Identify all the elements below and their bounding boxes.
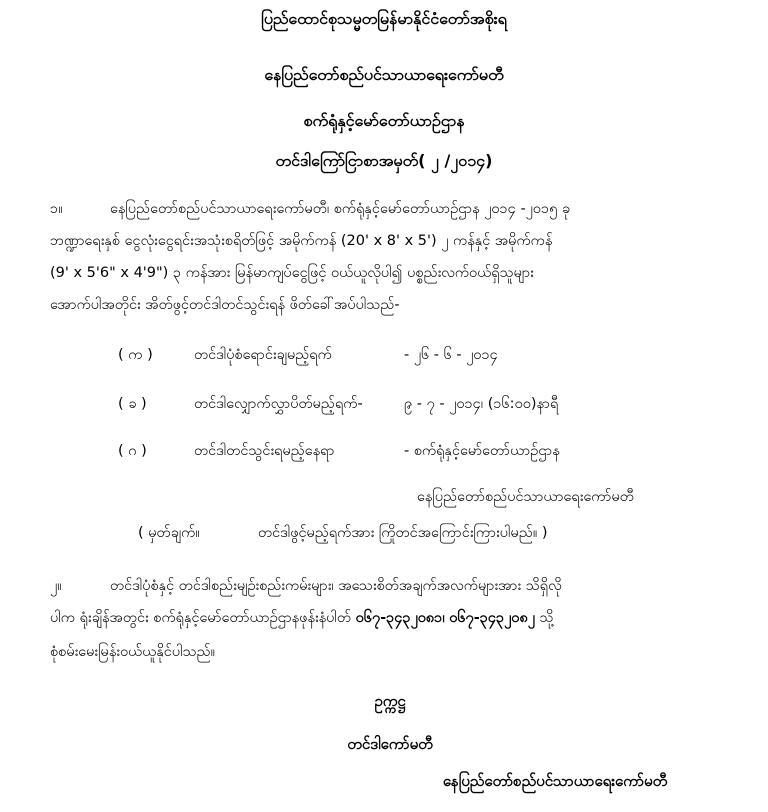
remark-text: တင်ဒါဖွင့်မည့်ရက်အား ကြိုတင်အကြောင်းကြားပါမည်။ ) — [258, 525, 548, 541]
item-value: ၉ - ၇ - ၂၀၁၄၊ (၁၆:၀၀)နာရီ — [404, 396, 559, 412]
contact-text-end: သို့ — [539, 610, 554, 626]
paragraph-line: ဘဏ္ဍာရေးနှစ် ငွေလုံးငွေရင်းအသုံးစရိတ်ဖြင့် အမိုက်ကန် (20' x 8' x 5') ၂ ကန်နှင့် အမိုက်ကန် — [50, 233, 553, 249]
signatory-title: ဥက္ကဋ္ဌ — [374, 692, 406, 710]
item-marker: ( က ) — [118, 347, 153, 363]
item-label: တင်ဒါတင်သွင်းရမည့်နေရာ — [194, 443, 335, 459]
paragraph-line: (9' x 5'6" x 4'9") ၃ ကန်အား မြန်မာကျပ်ငွေဖြင့် ဝယ်ယူလိုပါ၍ ပစ္စည်းလက်ဝယ်ရှိသူများ — [50, 265, 534, 281]
paragraph-line: နေပြည်တော်စည်ပင်သာယာရေးကော်မတီ၊ စက်ရုံနှင့်မော်တော်ယာဉ်ဌာန ၂၀၁၄ -၂၀၁၅ ခု — [110, 201, 571, 217]
schedule-item-closing-date — [118, 395, 558, 416]
phone-number-2: ၀၆၇-၃၄၃၂၀၈၂ — [449, 610, 535, 626]
phone-number-1: ၀၆၇-၃၄၃၂၀၈၁၊ — [355, 610, 445, 626]
government-title: ပြည်ထောင်စုသမ္မတမြန်မာနိုင်ငံတော်အစိုးရ — [261, 9, 507, 28]
notice-number-title: တင်ဒါကြော်ငြာစာအမှတ်( ၂ /၂၀၁၄) — [275, 151, 493, 170]
item-marker: ( ဂ ) — [118, 443, 147, 459]
item-label: တင်ဒါလျှောက်လွှာပိတ်မည့်ရက်- — [194, 396, 363, 412]
paragraph-number: ၂။ — [50, 578, 62, 594]
item-marker: ( ခ ) — [118, 396, 147, 412]
contact-text: ပါက ရုံးချိန်အတွင်း စက်ရုံနှင့်မော်တော်ယာဉ်ဌာနဖုန်းနံပါတ် — [50, 610, 352, 626]
paragraph-number: ၁။ — [50, 201, 63, 217]
item-value: - ၂၆ - ၆ - ၂၀၁၄ — [404, 347, 498, 363]
signatory-committee: တင်ဒါကော်မတီ — [347, 735, 433, 753]
item-label: တင်ဒါပုံစံရောင်းချမည့်ရက် — [194, 347, 332, 363]
paragraph-line: တင်ဒါပုံစံနှင့် တင်ဒါစည်းမျဉ်းစည်းကမ်းများ၊ အသေးစိတ်အချက်အလက်များအား သိရှိလို — [110, 578, 562, 594]
department-title: စက်ရုံနှင့်မော်တော်ယာဉ်ဌာန — [303, 111, 465, 130]
paragraph-line-contact — [50, 602, 554, 634]
paragraph-line: စုံစမ်းမေးမြန်းဝယ်ယူနိုင်ပါသည်။ — [50, 644, 216, 660]
submission-office: နေပြည်တော်စည်ပင်သာယာရေးကော်မတီ — [417, 489, 634, 505]
item-value: - စက်ရုံနှင့်မော်တော်ယာဉ်ဌာန — [404, 443, 560, 459]
committee-title: နေပြည်တော်စည်ပင်သာယာရေးကော်မတီ — [264, 65, 504, 84]
remark — [138, 524, 548, 545]
signatory-organization: နေပြည်တော်စည်ပင်သာယာရေးကော်မတီ — [442, 772, 668, 790]
schedule-item-submission-place — [118, 442, 560, 463]
schedule-item-sale-date — [118, 346, 498, 367]
paragraph-line: အောက်ပါအတိုင်း အိတ်ဖွင့်တင်ဒါတင်သွင်းရန် ဖိတ်ခေါ်အပ်ပါသည်- — [50, 297, 400, 313]
remark-key: ( မှတ်ချက်။ — [138, 525, 200, 541]
